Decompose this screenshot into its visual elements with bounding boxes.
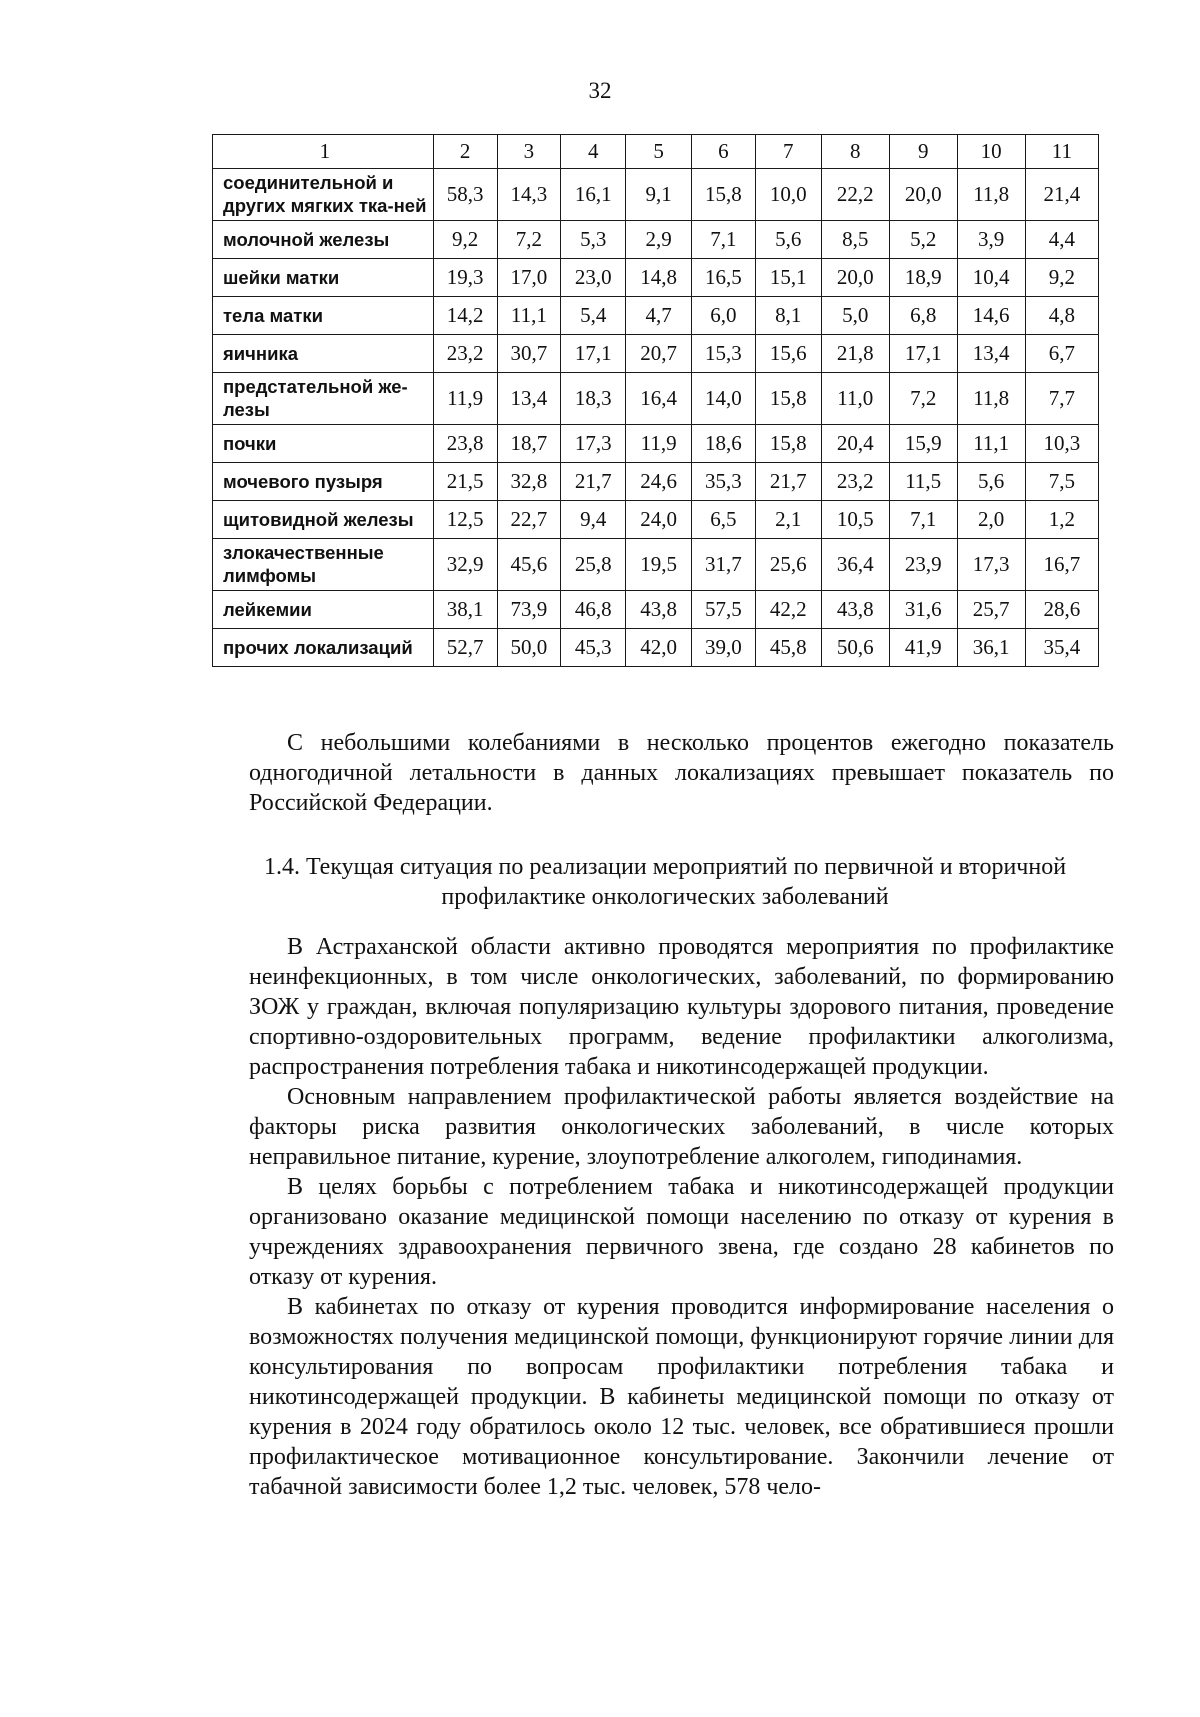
- table-cell: 11,9: [433, 372, 497, 424]
- column-header: 6: [692, 135, 756, 169]
- table-cell: 12,5: [433, 500, 497, 538]
- table-cell: 7,1: [692, 220, 756, 258]
- table-cell: 31,7: [692, 538, 756, 590]
- table-row: [213, 462, 1099, 500]
- table-cell: 22,2: [821, 169, 889, 221]
- table-cell: 39,0: [692, 628, 756, 666]
- row-label: предстательной же-лезы: [213, 372, 434, 424]
- table-cell: 14,0: [692, 372, 756, 424]
- table-header-row: [213, 135, 1099, 169]
- row-label: щитовидной железы: [213, 500, 434, 538]
- row-label: злокачественные лимфомы: [213, 538, 434, 590]
- table-row: [213, 169, 1099, 221]
- table-cell: 22,7: [497, 500, 561, 538]
- table-cell: 21,4: [1025, 169, 1098, 221]
- table-cell: 5,3: [561, 220, 626, 258]
- row-label: лейкемии: [213, 590, 434, 628]
- table-row: [213, 334, 1099, 372]
- table-cell: 24,6: [626, 462, 692, 500]
- row-label: шейки матки: [213, 258, 434, 296]
- table-cell: 11,8: [957, 169, 1025, 221]
- table-cell: 11,5: [889, 462, 957, 500]
- table-cell: 16,7: [1025, 538, 1098, 590]
- table-cell: 58,3: [433, 169, 497, 221]
- table-cell: 9,4: [561, 500, 626, 538]
- table-cell: 4,8: [1025, 296, 1098, 334]
- table-cell: 31,6: [889, 590, 957, 628]
- table-cell: 17,3: [957, 538, 1025, 590]
- table-row: [213, 220, 1099, 258]
- table-cell: 6,8: [889, 296, 957, 334]
- table-cell: 8,5: [821, 220, 889, 258]
- table-cell: 21,8: [821, 334, 889, 372]
- table-row: [213, 590, 1099, 628]
- table-cell: 42,2: [755, 590, 821, 628]
- table-cell: 45,3: [561, 628, 626, 666]
- column-header: 11: [1025, 135, 1098, 169]
- column-header: 7: [755, 135, 821, 169]
- table-row: [213, 258, 1099, 296]
- column-header: 2: [433, 135, 497, 169]
- table-cell: 11,1: [957, 424, 1025, 462]
- table-cell: 9,1: [626, 169, 692, 221]
- table-cell: 7,1: [889, 500, 957, 538]
- table-cell: 23,0: [561, 258, 626, 296]
- row-label: мочевого пузыря: [213, 462, 434, 500]
- table-cell: 9,2: [433, 220, 497, 258]
- table-cell: 32,9: [433, 538, 497, 590]
- table-cell: 46,8: [561, 590, 626, 628]
- table-cell: 36,1: [957, 628, 1025, 666]
- table-cell: 2,9: [626, 220, 692, 258]
- table-cell: 23,2: [433, 334, 497, 372]
- table-cell: 23,8: [433, 424, 497, 462]
- table-cell: 8,1: [755, 296, 821, 334]
- table-cell: 36,4: [821, 538, 889, 590]
- table-cell: 25,8: [561, 538, 626, 590]
- paragraph-4: В кабинетах по отказу от курения проводится информирование населения о возможностях получения медицинской помощи, функционируют горячие линии для консультирования по вопросам профилактики потребления табака и никотинсодержащей продукции. В кабинеты медицинской помощи по отказу от курения в 2024 году обратилось около 12 тыс. человек, все обратившиеся прошли профилактическое мотивационное консультирование. Закончили лечение от табачной зависимости более 1,2 тыс. человек, 578 чело-: [249, 1294, 1114, 1500]
- table-cell: 5,0: [821, 296, 889, 334]
- table-cell: 45,8: [755, 628, 821, 666]
- table-cell: 4,7: [626, 296, 692, 334]
- table-cell: 45,6: [497, 538, 561, 590]
- table-cell: 17,1: [889, 334, 957, 372]
- table-row: [213, 500, 1099, 538]
- table-cell: 15,3: [692, 334, 756, 372]
- table-cell: 10,0: [755, 169, 821, 221]
- table-cell: 5,2: [889, 220, 957, 258]
- row-label: почки: [213, 424, 434, 462]
- row-label: яичника: [213, 334, 434, 372]
- column-header: 9: [889, 135, 957, 169]
- table-row: [213, 424, 1099, 462]
- table-cell: 25,7: [957, 590, 1025, 628]
- table-cell: 13,4: [957, 334, 1025, 372]
- table-cell: 5,6: [755, 220, 821, 258]
- paragraph-2: Основным направлением профилактической работы является воздействие на факторы риска развития онкологических заболеваний, в числе которых неправильное питание, курение, злоупотребление алкоголем, гиподинамия.: [249, 1084, 1114, 1170]
- table-cell: 6,7: [1025, 334, 1098, 372]
- table-cell: 28,6: [1025, 590, 1098, 628]
- table-cell: 9,2: [1025, 258, 1098, 296]
- table-cell: 73,9: [497, 590, 561, 628]
- table-cell: 15,8: [692, 169, 756, 221]
- table-cell: 52,7: [433, 628, 497, 666]
- table-cell: 6,5: [692, 500, 756, 538]
- table-cell: 18,3: [561, 372, 626, 424]
- table-cell: 6,0: [692, 296, 756, 334]
- table-cell: 25,6: [755, 538, 821, 590]
- table-cell: 38,1: [433, 590, 497, 628]
- table-cell: 14,6: [957, 296, 1025, 334]
- table-cell: 14,8: [626, 258, 692, 296]
- table-cell: 5,4: [561, 296, 626, 334]
- table-cell: 15,8: [755, 372, 821, 424]
- table-cell: 23,9: [889, 538, 957, 590]
- table-cell: 19,5: [626, 538, 692, 590]
- row-label: молочной железы: [213, 220, 434, 258]
- table-cell: 43,8: [626, 590, 692, 628]
- table-cell: 15,6: [755, 334, 821, 372]
- table-cell: 3,9: [957, 220, 1025, 258]
- table-cell: 23,2: [821, 462, 889, 500]
- table-cell: 2,0: [957, 500, 1025, 538]
- table-cell: 7,7: [1025, 372, 1098, 424]
- table-cell: 7,5: [1025, 462, 1098, 500]
- table-cell: 16,4: [626, 372, 692, 424]
- table-cell: 13,4: [497, 372, 561, 424]
- table-cell: 17,1: [561, 334, 626, 372]
- table-cell: 11,1: [497, 296, 561, 334]
- table-cell: 15,9: [889, 424, 957, 462]
- table-cell: 17,3: [561, 424, 626, 462]
- table-cell: 15,8: [755, 424, 821, 462]
- section-heading: 1.4. Текущая ситуация по реализации мероприятий по первичной и вторичной профилактике онкологических заболеваний: [263, 854, 1067, 910]
- table-cell: 7,2: [889, 372, 957, 424]
- table-cell: 43,8: [821, 590, 889, 628]
- table-cell: 1,2: [1025, 500, 1098, 538]
- table-cell: 14,3: [497, 169, 561, 221]
- table-cell: 10,4: [957, 258, 1025, 296]
- table-row: [213, 296, 1099, 334]
- paragraph-3: В целях борьбы с потреблением табака и никотинсодержащей продукции организовано оказание медицинской помощи населению по отказу от курения в учреждениях здравоохранения первичного звена, где создано 28 кабинетов по отказу от курения.: [249, 1174, 1114, 1290]
- table-cell: 17,0: [497, 258, 561, 296]
- paragraph-after-table: [249, 728, 1114, 818]
- body-text: [249, 932, 1114, 1502]
- table-cell: 18,9: [889, 258, 957, 296]
- table-cell: 35,3: [692, 462, 756, 500]
- table-cell: 21,5: [433, 462, 497, 500]
- table-row: [213, 372, 1099, 424]
- table-cell: 35,4: [1025, 628, 1098, 666]
- table-cell: 19,3: [433, 258, 497, 296]
- table-cell: 18,6: [692, 424, 756, 462]
- table-cell: 42,0: [626, 628, 692, 666]
- table-cell: 32,8: [497, 462, 561, 500]
- table-cell: 10,3: [1025, 424, 1098, 462]
- table-cell: 50,6: [821, 628, 889, 666]
- paragraph-1: В Астраханской области активно проводятся мероприятия по профилактике неинфекционных, в том числе онкологических, заболеваний, по формированию ЗОЖ у граждан, включая популяризацию культуры здорового питания, проведение спортивно-оздоровительных программ, ведение профилактики алкоголизма, распространения потребления табака и никотинсодержащей продукции.: [249, 934, 1114, 1080]
- table-cell: 5,6: [957, 462, 1025, 500]
- table-cell: 20,7: [626, 334, 692, 372]
- table-cell: 50,0: [497, 628, 561, 666]
- column-header: 3: [497, 135, 561, 169]
- table-cell: 21,7: [561, 462, 626, 500]
- column-header: 4: [561, 135, 626, 169]
- table-cell: 4,4: [1025, 220, 1098, 258]
- table-cell: 20,4: [821, 424, 889, 462]
- table-cell: 11,9: [626, 424, 692, 462]
- page-number: 32: [588, 78, 612, 103]
- column-header: 10: [957, 135, 1025, 169]
- table-cell: 20,0: [821, 258, 889, 296]
- row-label: тела матки: [213, 296, 434, 334]
- row-label: прочих локализаций: [213, 628, 434, 666]
- row-label: соединительной и других мягких тка-ней: [213, 169, 434, 221]
- table-cell: 7,2: [497, 220, 561, 258]
- table-cell: 16,5: [692, 258, 756, 296]
- mortality-table: [212, 134, 1099, 667]
- table-row: [213, 628, 1099, 666]
- column-header: 8: [821, 135, 889, 169]
- table-cell: 14,2: [433, 296, 497, 334]
- table-cell: 2,1: [755, 500, 821, 538]
- table-cell: 30,7: [497, 334, 561, 372]
- table-cell: 21,7: [755, 462, 821, 500]
- table-cell: 15,1: [755, 258, 821, 296]
- table-cell: 11,0: [821, 372, 889, 424]
- table-cell: 24,0: [626, 500, 692, 538]
- column-header: 1: [213, 135, 434, 169]
- table-cell: 41,9: [889, 628, 957, 666]
- table-cell: 57,5: [692, 590, 756, 628]
- paragraph: С небольшими колебаниями в несколько процентов ежегодно показатель одногодичной летальности в данных локализациях превышает показатель по Российской Федерации.: [249, 730, 1114, 816]
- table-cell: 18,7: [497, 424, 561, 462]
- table-cell: 16,1: [561, 169, 626, 221]
- table-row: [213, 538, 1099, 590]
- table-cell: 11,8: [957, 372, 1025, 424]
- column-header: 5: [626, 135, 692, 169]
- table-cell: 10,5: [821, 500, 889, 538]
- table-cell: 20,0: [889, 169, 957, 221]
